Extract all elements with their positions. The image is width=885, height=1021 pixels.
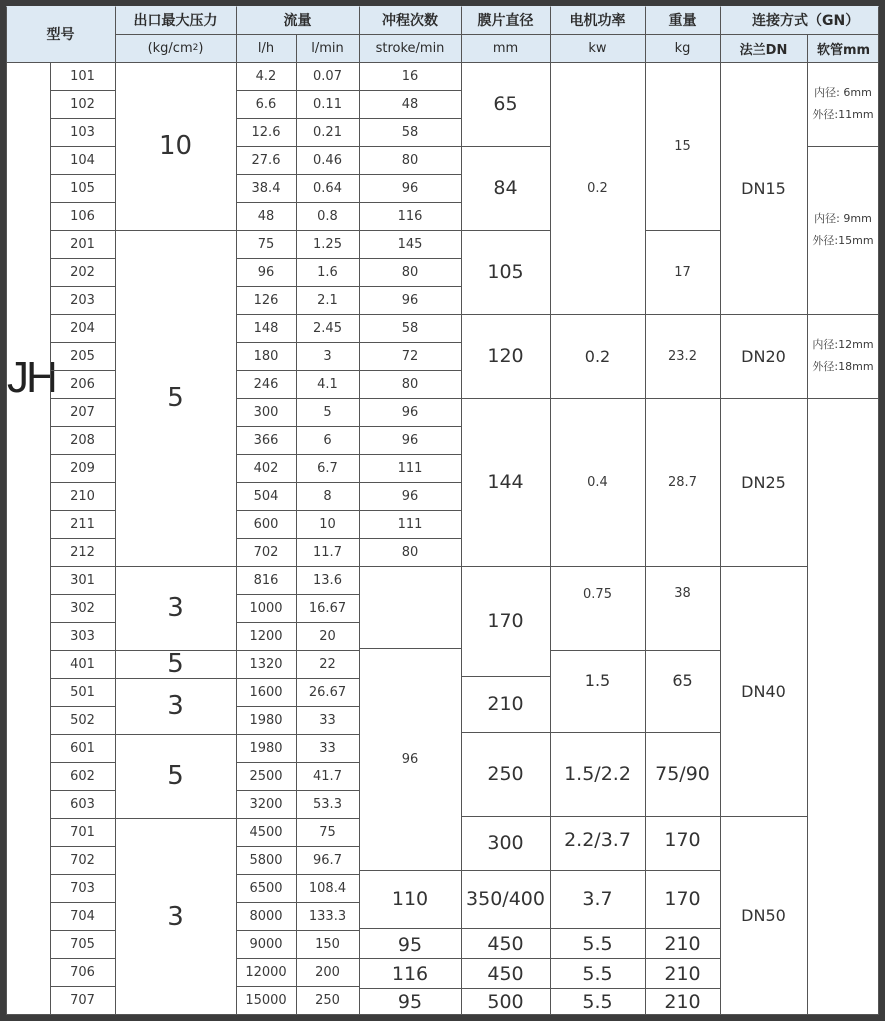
strokes-cell: 145 bbox=[397, 236, 423, 252]
flow-lh-cell: 2500 bbox=[249, 768, 283, 784]
hose-outer: 外径:15mm bbox=[812, 234, 874, 247]
flange-cell: DN20 bbox=[741, 346, 786, 366]
hose-outer: 外径:11mm bbox=[812, 108, 874, 121]
flow-lh-cell: 600 bbox=[253, 516, 279, 532]
pressure-cell: 5 bbox=[167, 761, 184, 791]
flow-lmin-cell: 8 bbox=[323, 488, 332, 504]
flow-lmin-cell: 0.07 bbox=[313, 68, 342, 84]
flow-lmin-cell: 0.11 bbox=[313, 96, 342, 112]
model-cell: 101 bbox=[70, 68, 95, 84]
flow-lmin-cell: 0.8 bbox=[317, 208, 338, 224]
pressure-cell: 3 bbox=[167, 593, 184, 623]
header-flange: 法兰DN bbox=[720, 34, 807, 62]
hose-inner: 内径: 9mm bbox=[814, 212, 872, 225]
series-label: JH bbox=[7, 353, 55, 402]
flow-lmin-cell: 0.46 bbox=[313, 152, 342, 168]
flow-lh-cell: 15000 bbox=[245, 993, 287, 1008]
strokes-cell: 116 bbox=[391, 963, 429, 985]
flange-cell: DN40 bbox=[741, 681, 786, 701]
model-cell: 203 bbox=[70, 292, 95, 308]
model-cell: 212 bbox=[70, 544, 95, 560]
diaphragm-cell: 65 bbox=[493, 93, 518, 115]
flow-lh-cell: 126 bbox=[253, 292, 279, 308]
strokes-cell: 95 bbox=[397, 934, 423, 956]
header-weight: 重量 bbox=[645, 6, 720, 34]
flow-lmin-cell: 10 bbox=[319, 516, 336, 532]
flow-lh-cell: 4500 bbox=[249, 824, 283, 840]
pressure-cell: 5 bbox=[167, 649, 184, 679]
model-cell: 105 bbox=[70, 180, 95, 196]
model-cell: 211 bbox=[70, 516, 95, 532]
model-cell: 103 bbox=[70, 124, 95, 140]
header-strokes-unit: stroke/min bbox=[359, 34, 461, 62]
motor-cell: 1.5 bbox=[584, 670, 611, 690]
pressure-cell: 10 bbox=[158, 131, 193, 161]
weight-cell: 170 bbox=[664, 888, 701, 910]
header-model: 型号 bbox=[6, 6, 115, 62]
flow-lmin-cell: 13.6 bbox=[313, 572, 342, 588]
flow-lmin-cell: 1.25 bbox=[313, 236, 342, 252]
header-flow-lmin: l/min bbox=[296, 34, 359, 62]
weight-cell: 75/90 bbox=[655, 763, 710, 785]
header-diaphragm: 膜片直径 bbox=[461, 6, 550, 34]
flow-lmin-cell: 0.64 bbox=[313, 180, 342, 196]
model-cell: 208 bbox=[70, 432, 95, 448]
diaphragm-cell: 144 bbox=[487, 471, 524, 493]
model-cell: 204 bbox=[70, 320, 95, 336]
strokes-cell: 111 bbox=[397, 516, 423, 532]
flow-lh-cell: 504 bbox=[253, 488, 279, 504]
motor-cell: 0.4 bbox=[587, 474, 608, 490]
motor-cell: 5.5 bbox=[582, 963, 613, 985]
header-strokes: 冲程次数 bbox=[359, 6, 461, 34]
model-cell: 705 bbox=[70, 936, 95, 952]
flow-lmin-cell: 22 bbox=[319, 656, 336, 672]
header-weight-unit: kg bbox=[645, 34, 720, 62]
motor-cell: 3.7 bbox=[582, 888, 613, 910]
flow-lh-cell: 702 bbox=[253, 544, 279, 560]
strokes-cell: 96 bbox=[401, 292, 419, 308]
flow-lh-cell: 1980 bbox=[249, 740, 283, 756]
flow-lh-cell: 1980 bbox=[249, 712, 283, 728]
strokes-cell: 96 bbox=[401, 432, 419, 448]
header-pressure-unit: (kg/cm 2 ) bbox=[115, 34, 236, 62]
diaphragm-cell: 210 bbox=[487, 693, 524, 715]
flow-lmin-cell: 1.6 bbox=[317, 264, 338, 280]
flow-lmin-cell: 2.1 bbox=[317, 292, 338, 308]
flange-cell: DN50 bbox=[741, 906, 786, 925]
flow-lmin-cell: 200 bbox=[315, 964, 340, 980]
model-cell: 707 bbox=[70, 993, 95, 1008]
flow-lh-cell: 12.6 bbox=[251, 124, 281, 140]
flow-lmin-cell: 133.3 bbox=[308, 908, 347, 924]
flow-lmin-cell: 108.4 bbox=[308, 880, 347, 896]
motor-cell: 1.5/2.2 bbox=[564, 763, 631, 785]
diaphragm-cell: 84 bbox=[493, 177, 518, 199]
model-cell: 701 bbox=[70, 824, 95, 840]
flange-cell: DN15 bbox=[741, 178, 786, 198]
flow-lh-cell: 180 bbox=[253, 348, 279, 364]
diaphragm-cell: 450 bbox=[487, 933, 524, 955]
header-motor: 电机功率 bbox=[550, 6, 645, 34]
motor-cell: 0.2 bbox=[587, 180, 608, 196]
flow-lh-cell: 48 bbox=[257, 208, 275, 224]
motor-cell: 0.2 bbox=[584, 346, 611, 366]
model-cell: 401 bbox=[70, 656, 95, 672]
model-cell: 501 bbox=[70, 684, 95, 700]
diaphragm-cell: 450 bbox=[487, 963, 524, 985]
flow-lh-cell: 96 bbox=[257, 264, 275, 280]
spec-table bbox=[6, 6, 879, 1015]
hose-cell bbox=[807, 62, 879, 146]
weight-cell: 210 bbox=[664, 990, 701, 1013]
flow-lh-cell: 1600 bbox=[249, 684, 283, 700]
hose-inner: 内径:12mm bbox=[812, 338, 874, 351]
header-connection: 连接方式（GN） bbox=[720, 6, 879, 34]
strokes-cell: 80 bbox=[401, 376, 419, 392]
hose-cell bbox=[807, 146, 879, 314]
flow-lh-cell: 1000 bbox=[249, 600, 283, 616]
flow-lh-cell: 402 bbox=[253, 460, 279, 476]
flow-lh-cell: 6500 bbox=[249, 880, 283, 896]
diaphragm-cell: 300 bbox=[487, 832, 524, 854]
strokes-cell: 110 bbox=[391, 888, 429, 910]
strokes-cell: 58 bbox=[401, 124, 419, 140]
flow-lmin-cell: 6 bbox=[323, 432, 332, 448]
model-cell: 209 bbox=[70, 460, 95, 476]
flow-lmin-cell: 150 bbox=[315, 936, 340, 952]
diaphragm-cell: 350/400 bbox=[466, 888, 545, 910]
weight-cell: 210 bbox=[664, 933, 701, 955]
flow-lmin-cell: 96.7 bbox=[313, 852, 342, 868]
strokes-cell: 16 bbox=[401, 68, 419, 84]
diaphragm-cell: 120 bbox=[487, 345, 524, 367]
flow-lh-cell: 148 bbox=[253, 320, 279, 336]
weight-cell: 65 bbox=[672, 670, 693, 690]
model-cell: 702 bbox=[70, 852, 95, 868]
flange-cell: DN25 bbox=[741, 472, 786, 492]
header-diaphragm-unit: mm bbox=[461, 34, 550, 62]
weight-cell: 170 bbox=[664, 829, 701, 851]
model-cell: 207 bbox=[70, 404, 95, 420]
flow-lh-cell: 5800 bbox=[249, 852, 283, 868]
motor-cell: 0.75 bbox=[583, 586, 612, 602]
flow-lh-cell: 816 bbox=[253, 572, 279, 588]
flow-lmin-cell: 3 bbox=[323, 348, 332, 364]
header-hose: 软管mm bbox=[807, 34, 879, 62]
flow-lmin-cell: 53.3 bbox=[313, 796, 342, 812]
flow-lh-cell: 27.6 bbox=[251, 152, 281, 168]
strokes-cell: 58 bbox=[401, 320, 419, 336]
hose-cell bbox=[807, 314, 879, 398]
hose-inner: 内径: 6mm bbox=[814, 86, 872, 99]
flow-lmin-cell: 16.67 bbox=[308, 600, 347, 616]
weight-cell: 23.2 bbox=[668, 348, 697, 364]
flow-lh-cell: 300 bbox=[253, 404, 279, 420]
strokes-cell: 80 bbox=[401, 152, 419, 168]
model-cell: 106 bbox=[70, 208, 95, 224]
flow-lmin-cell: 75 bbox=[319, 824, 336, 840]
weight-cell: 28.7 bbox=[668, 474, 697, 490]
strokes-cell: 80 bbox=[401, 544, 419, 560]
header-flow-lh: l/h bbox=[236, 34, 296, 62]
diaphragm-cell: 250 bbox=[487, 763, 524, 785]
header-pressure: 出口最大压力 bbox=[115, 6, 236, 34]
flow-lmin-cell: 26.67 bbox=[308, 684, 347, 700]
motor-cell: 5.5 bbox=[582, 990, 613, 1013]
flow-lmin-cell: 0.21 bbox=[313, 124, 342, 140]
diaphragm-cell: 170 bbox=[487, 610, 524, 632]
flow-lmin-cell: 11.7 bbox=[313, 544, 342, 560]
flow-lh-cell: 38.4 bbox=[251, 180, 281, 196]
flow-lmin-cell: 5 bbox=[323, 404, 332, 420]
header-flow: 流量 bbox=[236, 6, 359, 34]
flow-lh-cell: 4.2 bbox=[255, 68, 277, 84]
flow-lh-cell: 75 bbox=[257, 236, 275, 252]
strokes-cell: 116 bbox=[397, 208, 423, 224]
motor-cell: 5.5 bbox=[582, 933, 613, 955]
model-cell: 502 bbox=[70, 712, 95, 728]
strokes-cell: 48 bbox=[401, 96, 419, 112]
weight-cell: 210 bbox=[664, 963, 701, 985]
model-cell: 210 bbox=[70, 488, 95, 504]
strokes-cell: 80 bbox=[401, 264, 419, 280]
strokes-cell: 96 bbox=[401, 751, 419, 767]
weight-cell: 38 bbox=[674, 585, 691, 601]
flow-lmin-cell: 33 bbox=[319, 712, 336, 728]
model-cell: 202 bbox=[70, 264, 95, 280]
flow-lh-cell: 9000 bbox=[249, 936, 283, 952]
flow-lmin-cell: 4.1 bbox=[317, 376, 338, 392]
model-cell: 104 bbox=[70, 152, 95, 168]
model-cell: 601 bbox=[70, 740, 95, 756]
model-cell: 201 bbox=[70, 236, 95, 252]
flow-lh-cell: 1320 bbox=[249, 656, 283, 672]
model-cell: 602 bbox=[70, 768, 95, 784]
flow-lh-cell: 6.6 bbox=[255, 96, 277, 112]
model-cell: 704 bbox=[70, 908, 95, 924]
flow-lmin-cell: 41.7 bbox=[313, 768, 342, 784]
weight-cell: 15 bbox=[674, 138, 691, 154]
model-cell: 706 bbox=[70, 964, 95, 980]
diaphragm-cell: 500 bbox=[487, 990, 524, 1013]
flow-lmin-cell: 20 bbox=[319, 628, 336, 644]
motor-cell: 2.2/3.7 bbox=[564, 829, 631, 851]
strokes-cell: 96 bbox=[401, 488, 419, 504]
flow-lmin-cell: 6.7 bbox=[317, 460, 338, 476]
model-cell: 206 bbox=[70, 376, 95, 392]
flow-lmin-cell: 250 bbox=[315, 993, 340, 1008]
flow-lh-cell: 1200 bbox=[249, 628, 283, 644]
header-motor-unit: kw bbox=[550, 34, 645, 62]
flow-lh-cell: 246 bbox=[253, 376, 279, 392]
hose-outer: 外径:18mm bbox=[812, 360, 874, 373]
flow-lmin-cell: 33 bbox=[319, 740, 336, 756]
pressure-cell: 3 bbox=[167, 691, 184, 721]
model-cell: 102 bbox=[70, 96, 95, 112]
flow-lh-cell: 366 bbox=[253, 432, 279, 448]
flow-lmin-cell: 2.45 bbox=[313, 320, 342, 336]
diaphragm-cell: 105 bbox=[487, 261, 524, 283]
model-cell: 703 bbox=[70, 880, 95, 896]
pressure-cell: 5 bbox=[167, 383, 184, 413]
strokes-cell: 96 bbox=[401, 180, 419, 196]
flow-lh-cell: 8000 bbox=[249, 908, 283, 924]
strokes-cell: 72 bbox=[401, 348, 419, 364]
model-cell: 301 bbox=[70, 572, 95, 588]
flow-lh-cell: 3200 bbox=[249, 796, 283, 812]
pressure-cell: 3 bbox=[167, 901, 184, 932]
model-cell: 303 bbox=[70, 628, 95, 644]
strokes-cell: 111 bbox=[397, 460, 423, 476]
model-cell: 302 bbox=[70, 600, 95, 616]
weight-cell: 17 bbox=[674, 264, 691, 280]
model-cell: 603 bbox=[70, 796, 95, 812]
strokes-cell: 95 bbox=[397, 991, 423, 1013]
model-cell: 205 bbox=[70, 348, 95, 364]
flow-lh-cell: 12000 bbox=[245, 964, 287, 980]
strokes-cell: 96 bbox=[401, 404, 419, 420]
